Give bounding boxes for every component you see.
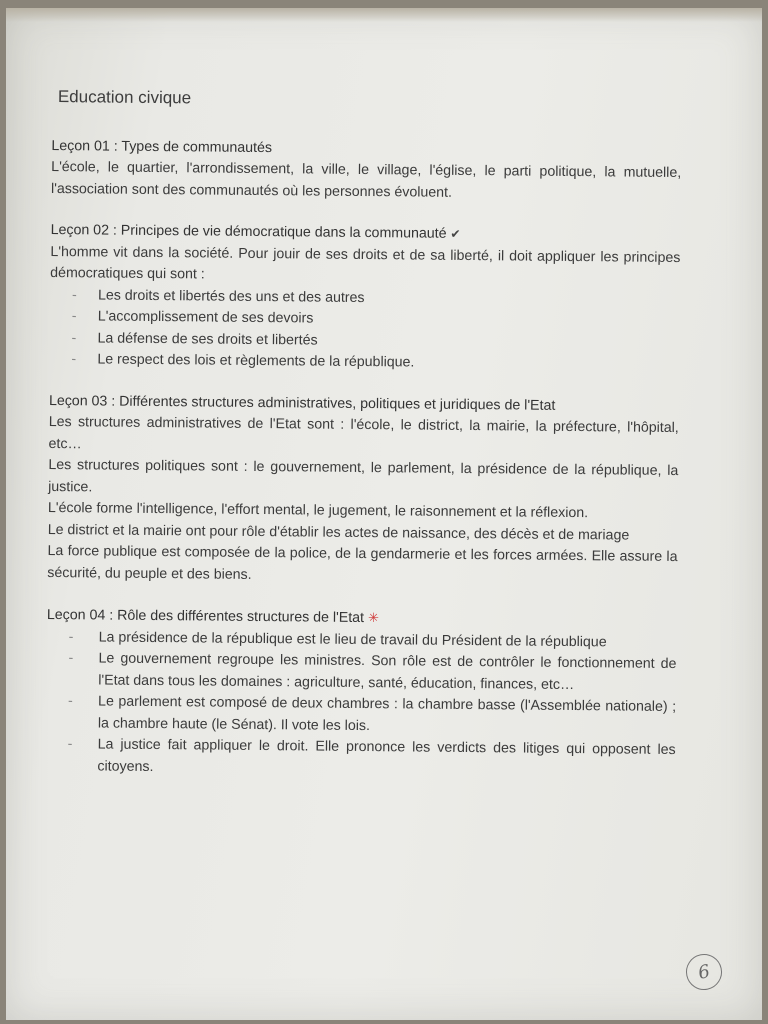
lesson-02-intro: L'homme vit dans la société. Pour jouir de ses droits et de sa liberté, il doit appliquer les principes démocratiques qui sont : (50, 243, 681, 283)
lesson-03-title: Leçon 03 : Différentes structures administratives, politiques et juridiques de l'Etat (48, 392, 556, 414)
paper-page (6, 8, 762, 1020)
lesson-04-title-text: Leçon 04 : Rôle des différentes structures de l'Etat (46, 606, 365, 627)
star-icon: ✳ (367, 610, 379, 626)
lesson-04-list (45, 626, 676, 783)
page-number: 6 (683, 951, 726, 994)
list-item: - L'accomplissement de ses devoirs (72, 306, 680, 333)
list-item: - Le respect des lois et règlements de la république. (71, 349, 679, 376)
lesson-02-list (49, 284, 680, 376)
document-title: Education civique (57, 87, 192, 108)
lesson-03-text-4: Le district et la mairie ont pour rôle d'établir les actes de naissance, des décès et de mariage (47, 521, 630, 544)
lesson-01 (51, 135, 682, 206)
lesson-03-text-3: L'école forme l'intelligence, l'effort mental, le jugement, le raisonnement et la réflexion. (47, 499, 589, 522)
lesson-01-title: Leçon 01 : Types de communautés (51, 137, 273, 156)
page-top-shadow (6, 8, 762, 22)
document-content (45, 86, 682, 803)
lesson-03-text-2: Les structures politiques sont : le gouvernement, le parlement, la présidence de la république, la justice. (48, 456, 679, 495)
list-item: - Le gouvernement regroupe les ministres. Son rôle est de contrôler le fonctionnement de l'Etat dans tous les domaines : agriculture, santé, éducation, finances, etc… (68, 648, 676, 697)
lesson-03-text-5: La force publique est composée de la police, de la gendarmerie et les forces armées. Elle assure la sécurité, du peuple et des biens. (47, 542, 678, 583)
lesson-03-text-1: Les structures administratives de l'Etat sont : l'école, le district, la mairie, la préfecture, l'hôpital, etc… (48, 413, 679, 452)
list-item: - La présidence de la république est le lieu de travail du Président de la république (69, 627, 677, 654)
lesson-02-title-text: Leçon 02 : Principes de vie démocratique dans la communauté (50, 221, 447, 242)
lesson-01-text: L'école, le quartier, l'arrondissement, la ville, le village, l'église, le parti politique, la mutuelle, l'association sont des communautés où les personnes évoluent. (50, 158, 682, 201)
check-mark-icon: ✔ (450, 226, 461, 241)
list-item: - La défense de ses droits et libertés (71, 328, 679, 355)
lesson-03 (47, 390, 679, 590)
list-item: - Le parlement est composé de deux chambres : la chambre basse (l'Assemblée nationale) ; la chambre haute (le Sénat). Il vote les lois. (68, 691, 676, 740)
list-item: - Les droits et libertés des uns et des autres (72, 285, 680, 312)
lesson-02 (49, 220, 680, 377)
list-item: - La justice fait appliquer le droit. Elle prononce les verdicts des litiges qui opposent les citoyens. (67, 734, 675, 783)
lesson-04 (45, 604, 677, 783)
